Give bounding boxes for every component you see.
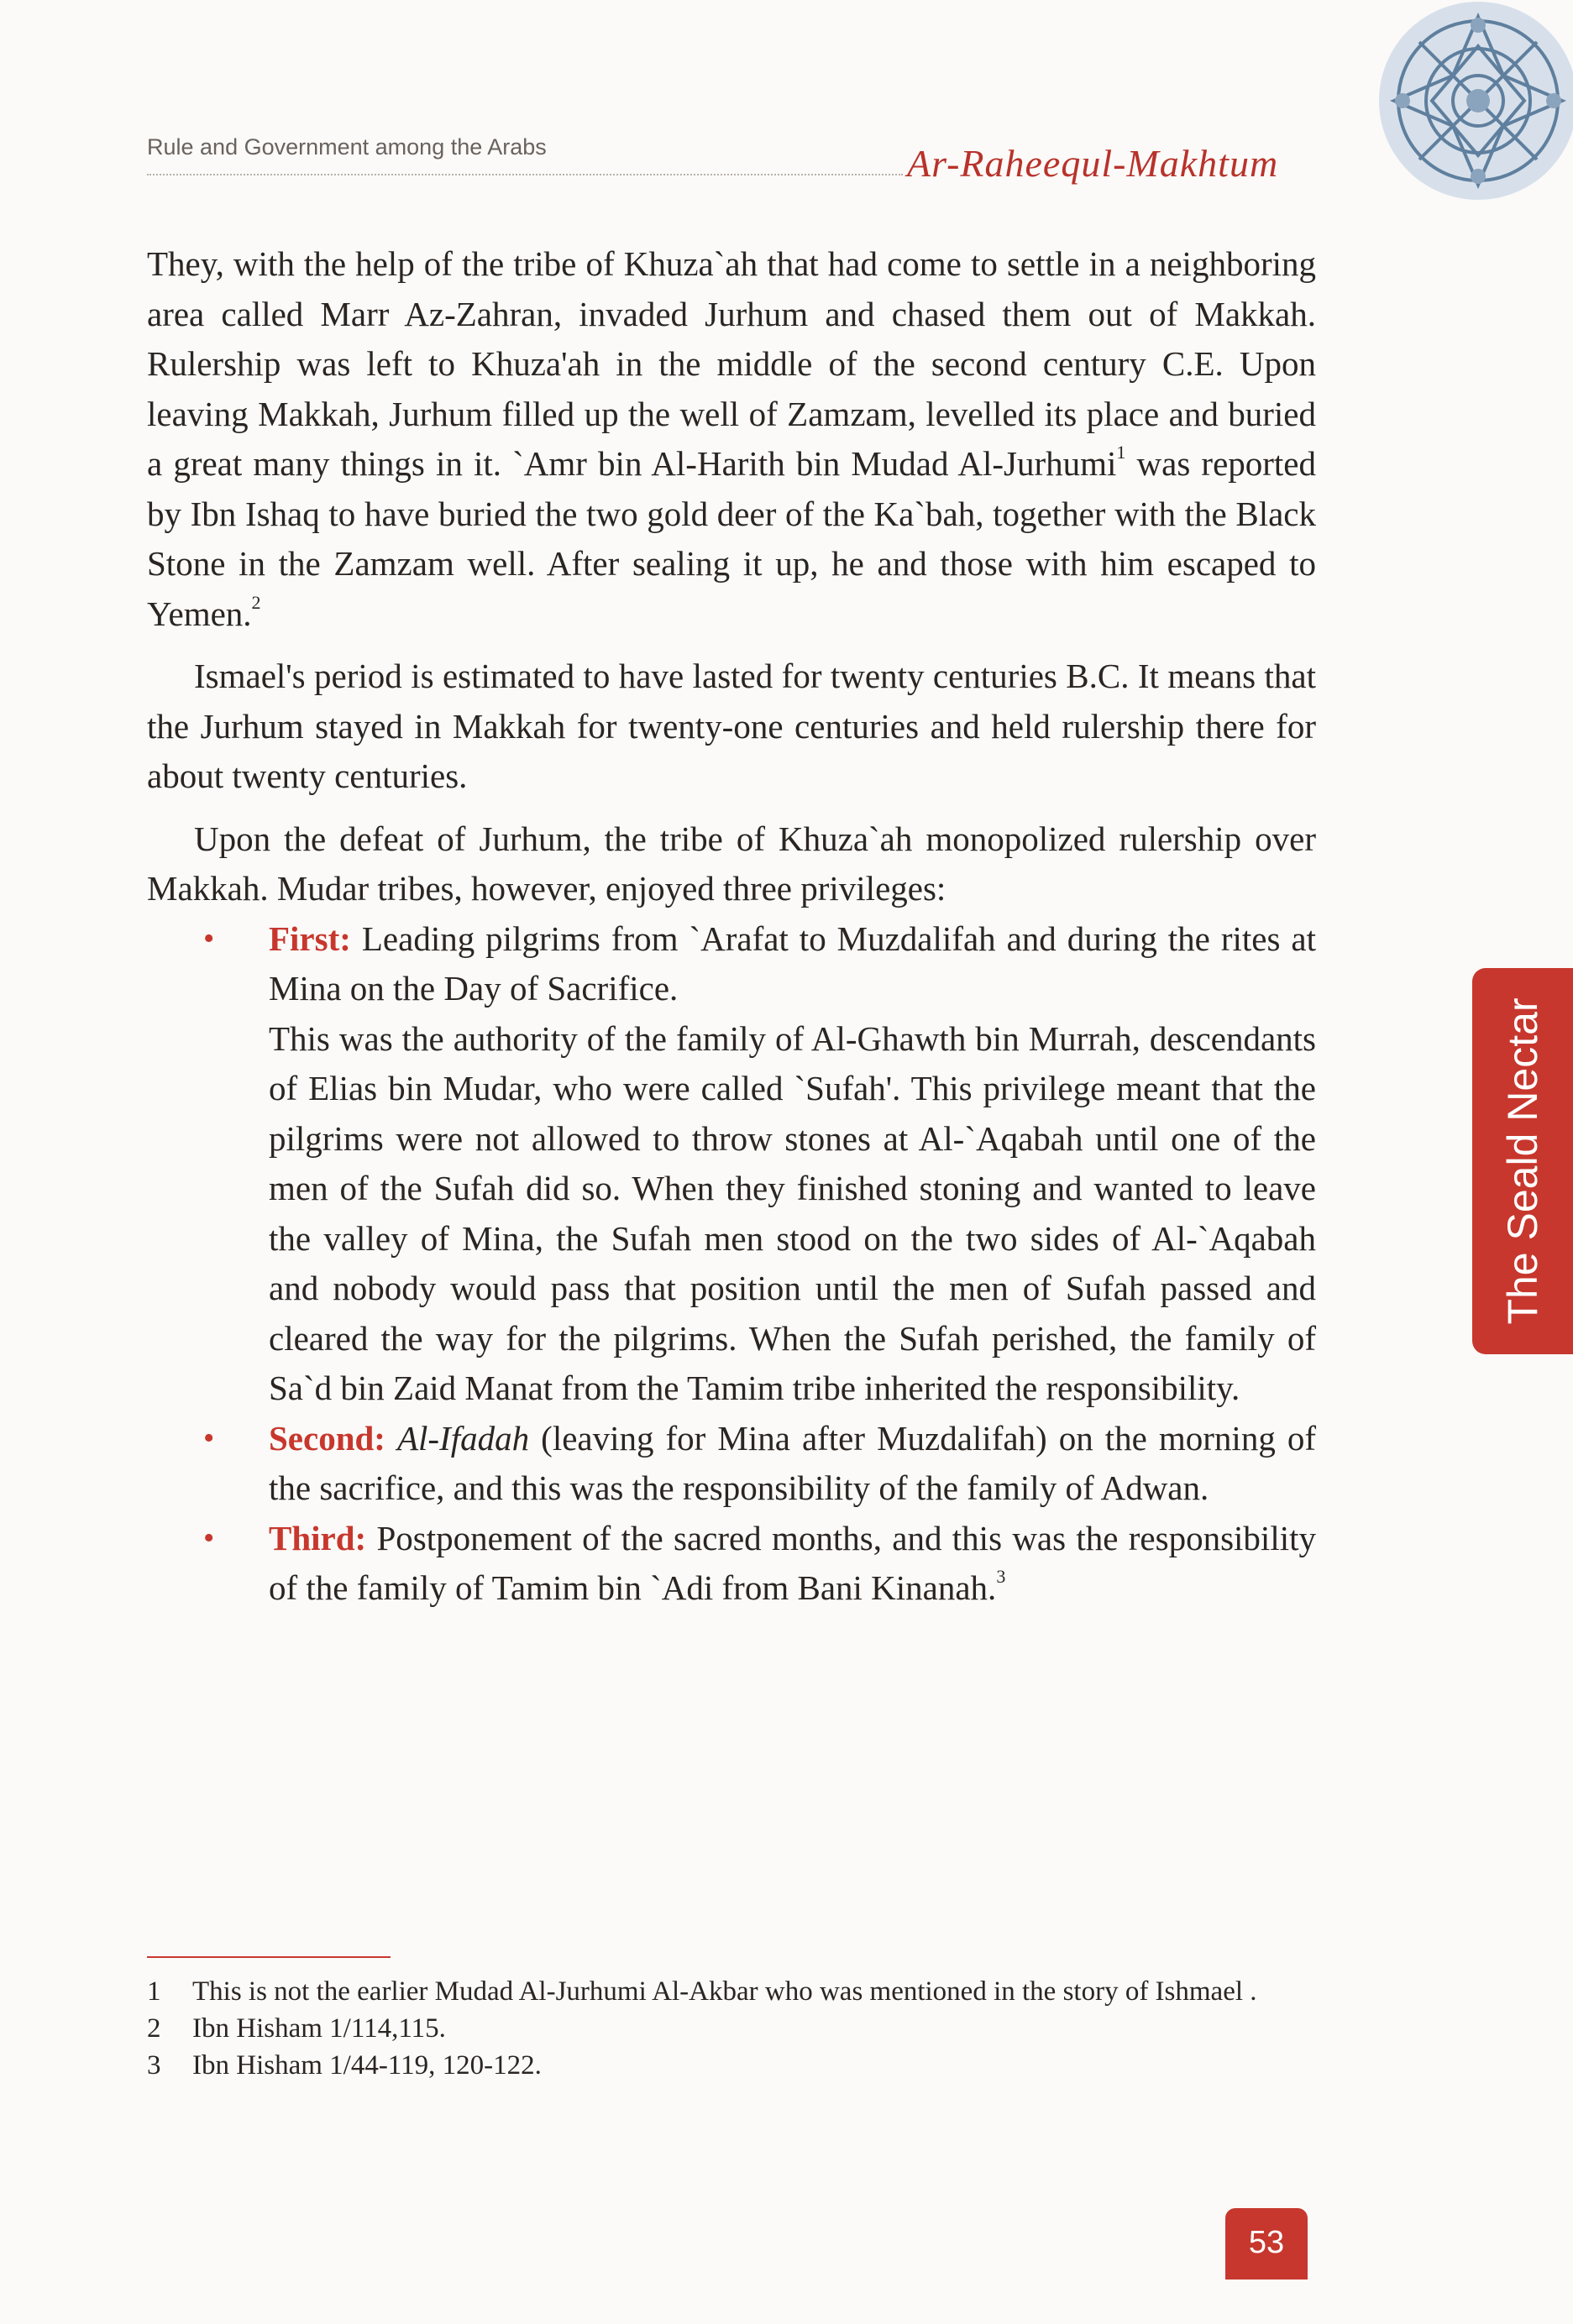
arabesque-medallion-icon xyxy=(1356,0,1573,218)
footnote xyxy=(147,1973,1316,2010)
side-section-tab xyxy=(1472,968,1573,1354)
page-number: 53 xyxy=(1248,2225,1285,2260)
book-brand-title: Ar-Raheequl-Makhtum xyxy=(907,142,1279,185)
bullet-icon: • xyxy=(203,1520,215,1556)
footnote-text: This is not the earlier Mudad Al-Jurhumi Al-Akbar who was mentioned in the story of Ishmael . xyxy=(192,1976,1257,2007)
paragraph: Upon the defeat of Jurhum, the tribe of Khuza`ah monopolized rulership over Makkah. Mudar tribes, however, enjoyed three privileges: xyxy=(147,819,1316,908)
privileges-list xyxy=(147,914,1316,1614)
footnote xyxy=(147,2010,1316,2047)
footnotes xyxy=(147,1973,1316,2084)
footnote-divider xyxy=(147,1956,391,1958)
list-item: • Third: Postponement of the sacred months, and this was the responsibility of the family of Tamim bin `Adi from Bani Kinanah.$^3$ xyxy=(269,1514,1316,1614)
running-head-title: Rule and Government among the Arabs xyxy=(147,134,547,160)
footnote-text: Ibn Hisham 1/114,115. xyxy=(192,2013,446,2044)
side-tab-label: The Seald Nectar xyxy=(1499,997,1546,1325)
main-body-text xyxy=(147,239,1316,1614)
footnote-text: Ibn Hisham 1/44-119, 120-122. xyxy=(192,2050,542,2081)
footnote-ref[interactable]: 2 xyxy=(251,591,261,613)
list-item: • First: Leading pilgrims from `Arafat to Muzdalifah and during the rites at Mina on the Day of Sacrifice. This was the authority of the family of Al-Ghawth bin Murrah, descendants of Elias bin Mudar, who were called `Sufah'. This privilege meant that the pilgrims were not allowed to throw stones at Al-`Aqabah until one of the men of the Sufah did so. When they finished stoning and wanted to leave the valley of Mina, the Sufah men stood on the two sides of Al-`Aqabah and nobody would pass that position until the men of Sufah passed and cleared the way for the pilgrims. When the Sufah perished, the family of Sa`d bin Zaid Manat from the Tamim tribe inherited the responsibility. xyxy=(269,914,1316,1414)
paragraph: They, with the help of the tribe of Khuza`ah that had come to settle in a neighboring area called Marr Az-Zahran, invaded Jurhum and chased them out of Makkah. Rulership was left to Khuza'ah in the middle of the second century C.E. Upon leaving Makkah, Jurhum filled up the well of Zamzam, levelled its place and buried a great many things in it. `Amr bin Al-Harith bin Mudad Al-Jurhumi$^1$ was reported by Ibn Ishaq to have buried the two gold deer of the Ka`bah, together with the Black Stone in the Zamzam well. After sealing it up, he and those with him escaped to Yemen.$^2$ xyxy=(147,244,1317,633)
bullet-icon: • xyxy=(203,920,215,956)
list-item: • Second: Al-Ifadah (leaving for Mina after Muzdalifah) on the morning of the sacrifice, and this was the responsibility of the family of Adwan. xyxy=(269,1414,1316,1514)
item-label: Third: xyxy=(269,1518,367,1557)
footnote-number: 2 xyxy=(147,2013,161,2044)
item-term: Al-Ifadah xyxy=(397,1418,530,1458)
footnote-ref[interactable]: 1 xyxy=(1116,442,1126,463)
footnote-ref[interactable]: 3 xyxy=(996,1566,1006,1587)
page-number-badge xyxy=(1225,2208,1308,2280)
item-continuation: This was the authority of the family of Al-Ghawth bin Murrah, descendants of Elias bin Mudar, who were called `Sufah'. This privilege meant that the pilgrims were not allowed to throw stones at Al-`Aqabah until one of the men of the Sufah did so. When they finished stoning and wanted to leave the valley of Mina, the Sufah men stood on the two sides of Al-`Aqabah and nobody would pass that position until the men of Sufah passed and cleared the way for the pilgrims. When the Sufah perished, the family of Sa`d bin Zaid Manat from the Tamim tribe inherited the responsibility. xyxy=(269,1018,1316,1407)
footnote-number: 1 xyxy=(147,1976,161,2007)
footnote-number: 3 xyxy=(147,2050,161,2081)
header-divider xyxy=(147,174,903,175)
paragraph: Ismael's period is estimated to have lasted for twenty centuries B.C. It means that the Jurhum stayed in Makkah for twenty-one centuries and held rulership there for about twenty centuries. xyxy=(147,657,1316,795)
bullet-icon: • xyxy=(203,1420,215,1456)
footnote xyxy=(147,2047,1316,2084)
item-label: First: xyxy=(269,919,351,958)
item-label: Second: xyxy=(269,1418,385,1458)
